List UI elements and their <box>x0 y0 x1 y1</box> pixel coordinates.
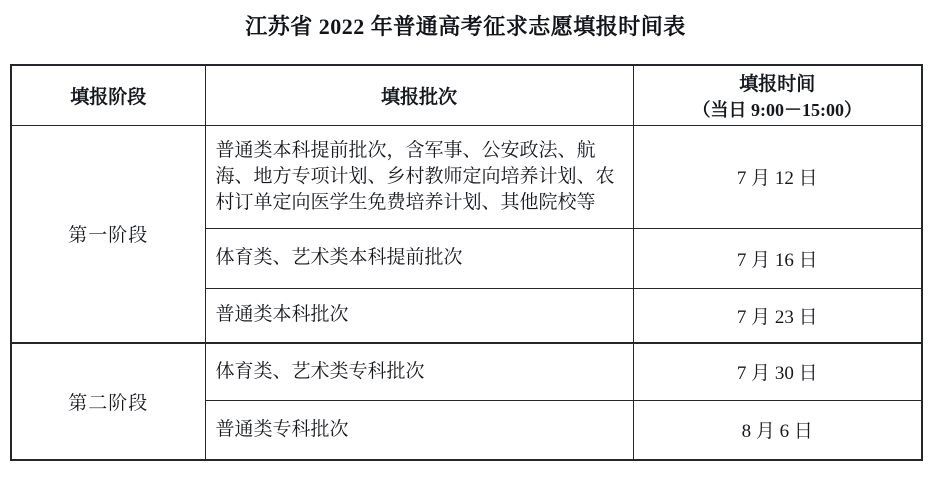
batch-cell: 普通类本科提前批次，含军事、公安政法、航海、地方专项计划、乡村教师定向培养计划、农村订单定向医学生免费培养计划、其他院校等 <box>205 125 633 228</box>
table-row <box>11 343 922 400</box>
time-cell: 7 月 30 日 <box>633 343 922 400</box>
header-time-window: （当日 9:00－15:00） <box>692 99 862 120</box>
header-stage: 填报阶段 <box>11 65 205 125</box>
batch-cell: 普通类本科批次 <box>205 288 633 343</box>
batch-cell: 普通类专科批次 <box>205 400 633 460</box>
batch-cell: 体育类、艺术类专科批次 <box>205 343 633 400</box>
header-time-label: 填报时间 <box>739 73 816 95</box>
header-batch: 填报批次 <box>205 65 633 125</box>
time-cell: 7 月 12 日 <box>633 125 922 228</box>
time-cell: 7 月 23 日 <box>633 288 922 343</box>
header-time <box>633 65 922 125</box>
stage-one-cell: 第一阶段 <box>11 125 205 343</box>
table-row <box>11 125 922 228</box>
header-row <box>11 65 922 125</box>
batch-cell: 体育类、艺术类本科提前批次 <box>205 228 633 288</box>
stage-two-cell: 第二阶段 <box>11 343 205 460</box>
page-title: 江苏省 2022 年普通高考征求志愿填报时间表 <box>245 14 686 39</box>
time-cell: 8 月 6 日 <box>633 400 922 460</box>
time-cell: 7 月 16 日 <box>633 228 922 288</box>
schedule-table <box>10 64 923 461</box>
